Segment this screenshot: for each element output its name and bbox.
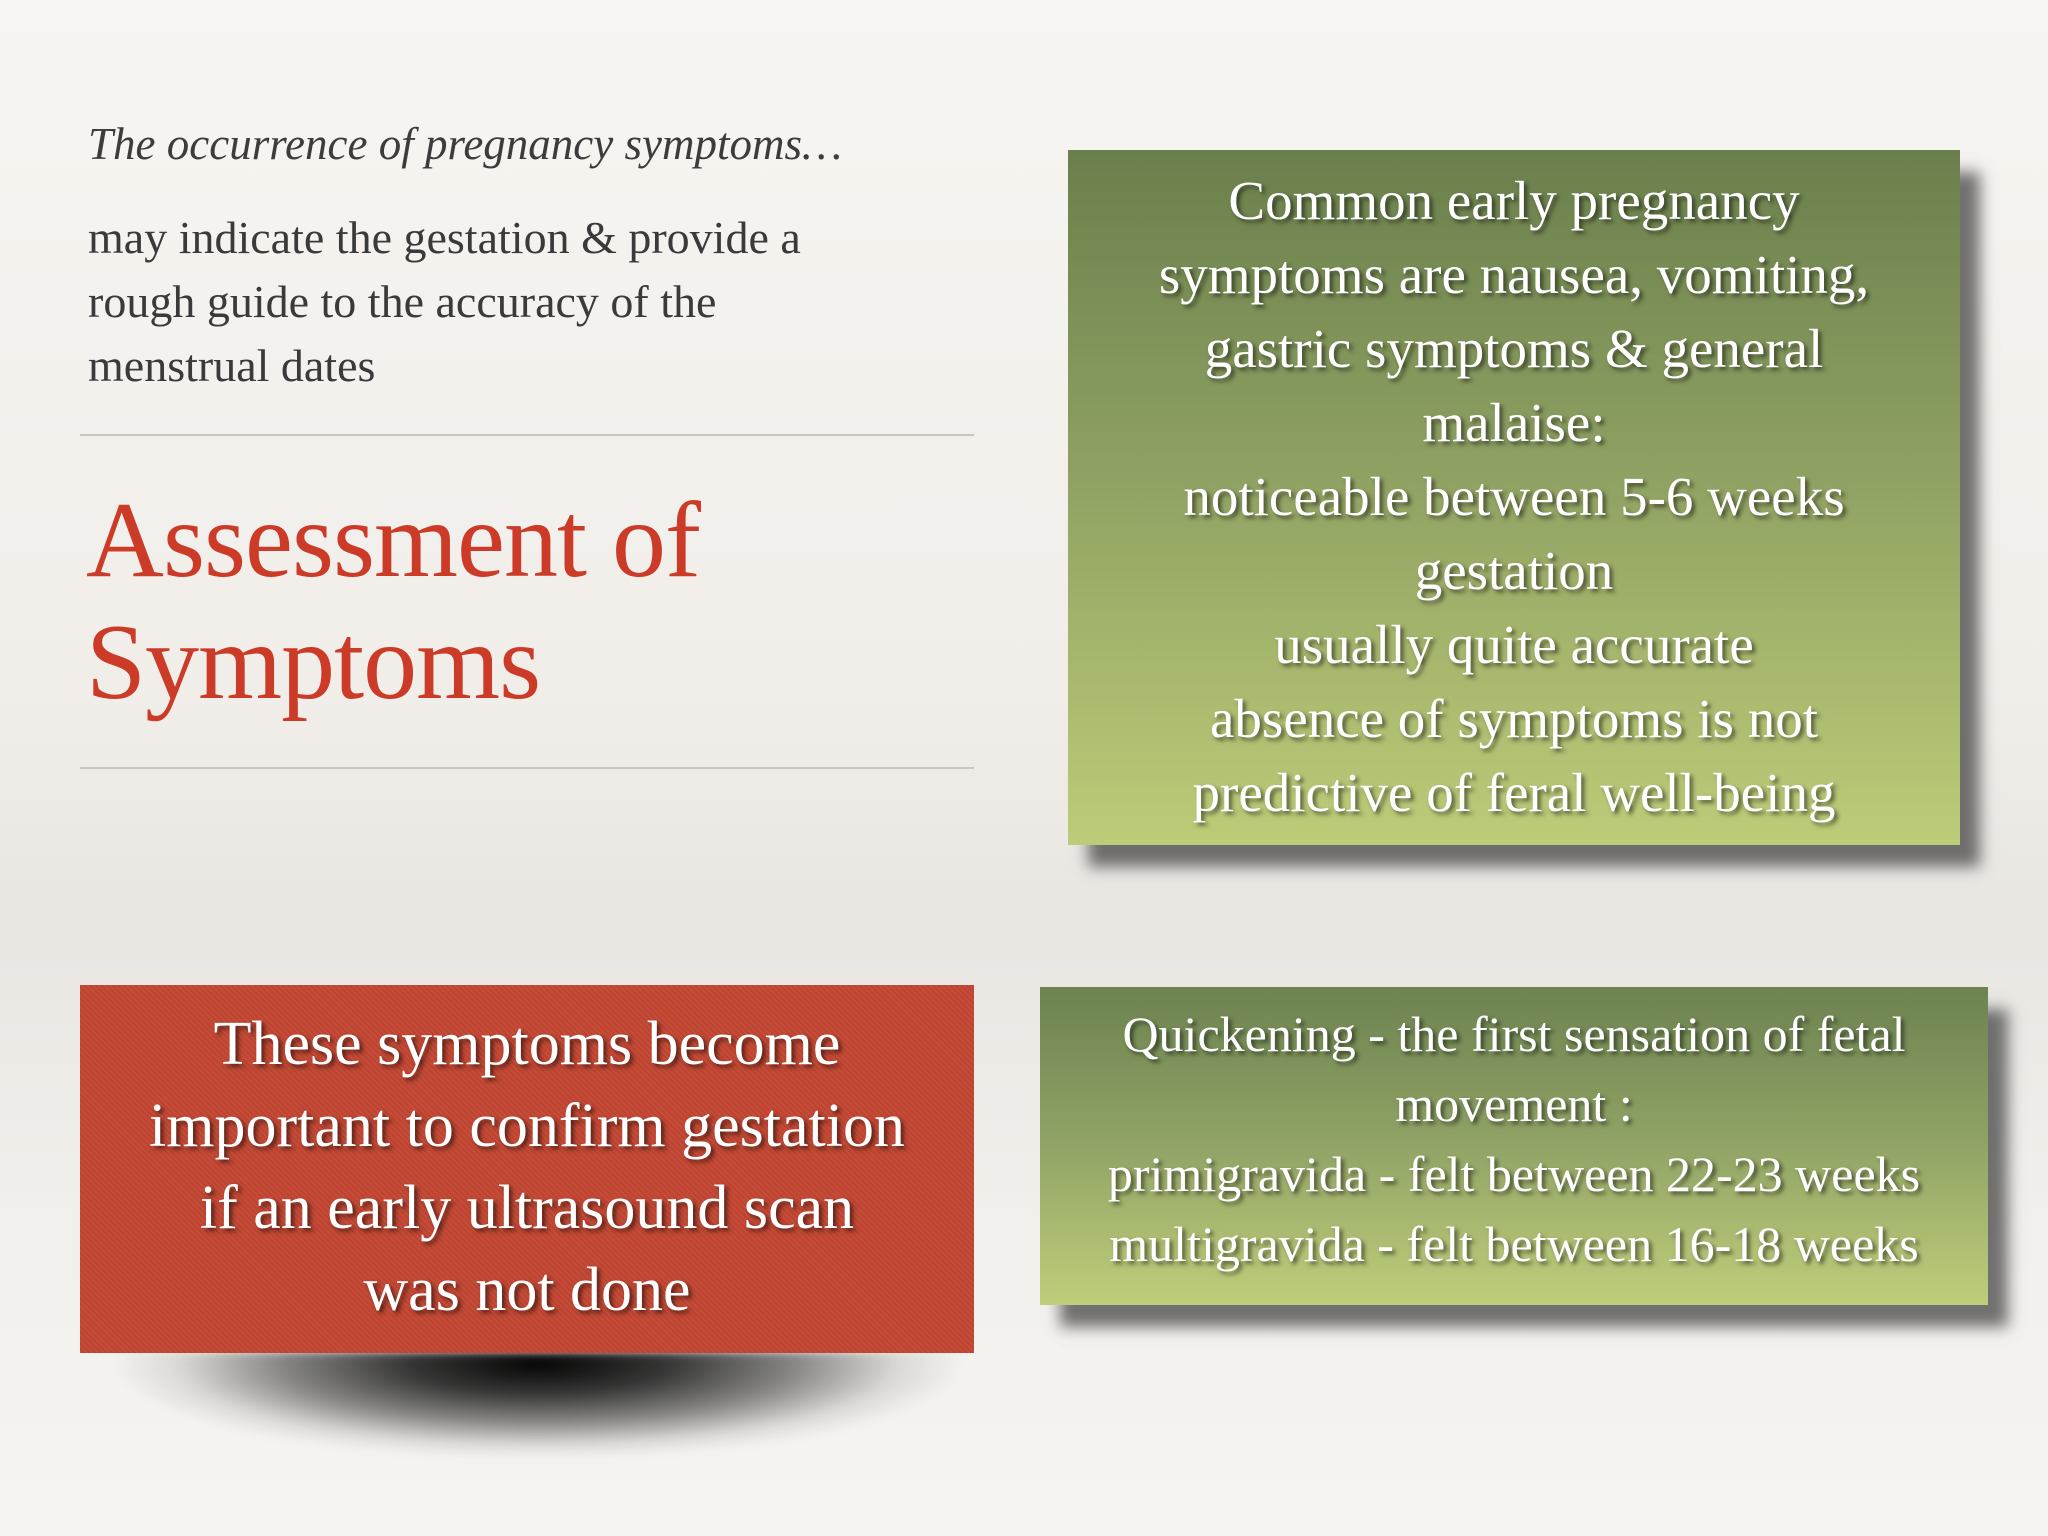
intro-line: may indicate the gestation & provide a: [88, 212, 801, 263]
confirm-line: These symptoms become: [213, 1010, 841, 1078]
quickening-line: Quickening - the first sensation of fetal: [1122, 1006, 1906, 1062]
slide-title: [86, 480, 966, 724]
confirm-line: important to confirm gestation: [149, 1092, 905, 1160]
common-symptoms-line: Common early pregnancy: [1228, 170, 1800, 231]
common-symptoms-line: gastric symptoms & general: [1204, 318, 1824, 379]
common-symptoms-line: symptoms are nausea, vomiting,: [1158, 244, 1870, 305]
slide-subtitle: The occurrence of pregnancy symptoms…: [88, 119, 842, 169]
common-symptoms-line: noticeable between 5-6 weeks: [1183, 466, 1845, 527]
quickening-line: multigravida - felt between 16-18 weeks: [1109, 1216, 1919, 1272]
divider-bottom: [80, 767, 974, 769]
common-symptoms-line: predictive of feral well-being: [1192, 762, 1836, 823]
title-line: Symptoms: [86, 603, 541, 722]
divider-top: [80, 434, 974, 436]
intro-text: [88, 206, 988, 398]
confirm-box-shadow: [96, 1352, 980, 1457]
common-symptoms-line: malaise:: [1422, 392, 1606, 453]
common-symptoms-line: absence of symptoms is not: [1210, 688, 1818, 749]
confirm-line: was not done: [363, 1256, 691, 1324]
common-symptoms-line: gestation: [1414, 540, 1614, 601]
confirm-line: if an early ultrasound scan: [199, 1174, 855, 1242]
quickening-box: [1040, 987, 1988, 1305]
quickening-line: movement :: [1395, 1076, 1633, 1132]
confirm-gestation-box: [80, 985, 974, 1353]
common-symptoms-line: usually quite accurate: [1274, 614, 1754, 675]
intro-line: rough guide to the accuracy of the: [88, 276, 717, 327]
intro-line: menstrual dates: [88, 340, 376, 391]
title-line: Assessment of: [86, 481, 700, 600]
quickening-line: primigravida - felt between 22-23 weeks: [1107, 1146, 1921, 1202]
common-symptoms-box: [1068, 150, 1960, 845]
